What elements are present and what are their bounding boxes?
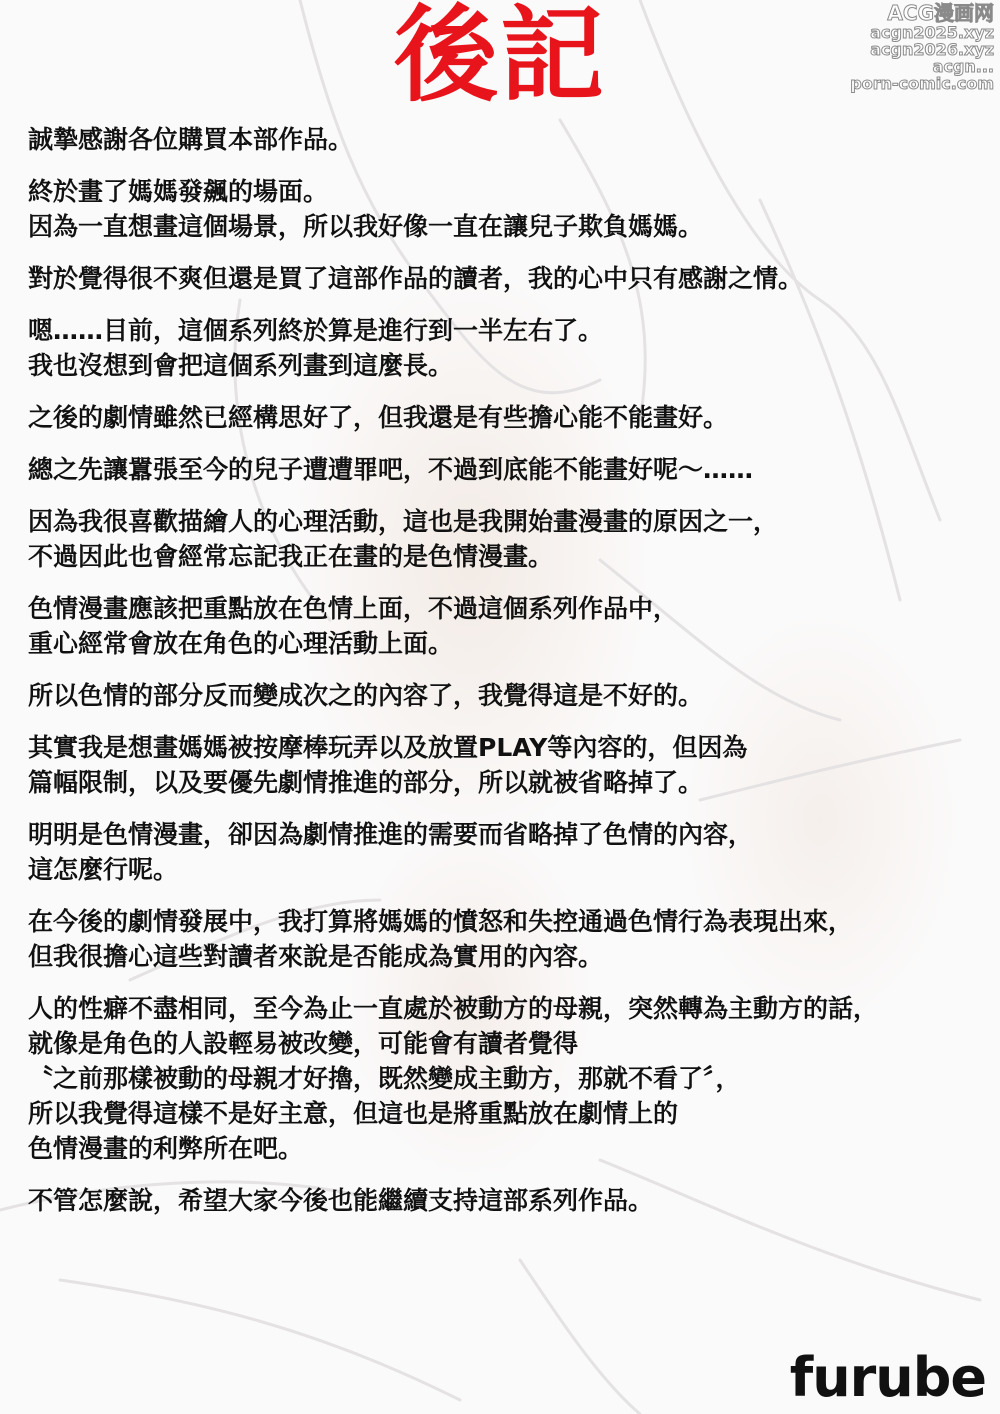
paragraph xyxy=(28,817,978,887)
text-line: 因為一直想畫這個場景，所以我好像一直在讓兒子欺負媽媽。 xyxy=(28,212,704,241)
paragraph xyxy=(28,904,978,974)
paragraph xyxy=(28,591,978,661)
paragraph xyxy=(28,400,978,435)
text-line: 在今後的劇情發展中，我打算將媽媽的憤怒和失控通過色情行為表現出來， xyxy=(28,907,854,936)
text-line: 誠摯感謝各位購買本部作品。 xyxy=(28,125,354,154)
watermark-brand: ACG漫画网 xyxy=(887,1,994,25)
text-line: 其實我是想畫媽媽被按摩棒玩弄以及放置PLAY等內容的，但因為 xyxy=(28,733,748,762)
page-title: 後記 xyxy=(393,0,606,116)
text-line: 不過因此也會經常忘記我正在畫的是色情漫畫。 xyxy=(28,542,554,571)
paragraph xyxy=(28,1183,978,1218)
text-line: 所以我覺得這樣不是好主意，但這也是將重點放在劇情上的 xyxy=(28,1099,679,1128)
paragraph xyxy=(28,504,978,574)
text-line: 我也沒想到會把這個系列畫到這麼長。 xyxy=(28,351,454,380)
paragraph xyxy=(28,452,978,487)
author-signature: furube xyxy=(789,1346,986,1409)
paragraph xyxy=(28,122,978,157)
site-watermark xyxy=(844,2,994,92)
text-line: 但我很擔心這些對讀者來說是否能成為實用的內容。 xyxy=(28,942,604,971)
text-line: 終於畫了媽媽發飆的場面。 xyxy=(28,177,329,206)
paragraph xyxy=(28,261,978,296)
text-line: 人的性癖不盡相同，至今為止一直處於被動方的母親，突然轉為主動方的話， xyxy=(28,994,879,1023)
text-line: 就像是角色的人設輕易被改變，可能會有讀者覺得 xyxy=(28,1029,579,1058)
text-line: 因為我很喜歡描繪人的心理活動，這也是我開始畫漫畫的原因之一， xyxy=(28,507,779,536)
text-line: 不管怎麼說，希望大家今後也能繼續支持這部系列作品。 xyxy=(28,1186,654,1215)
text-line: 嗯……目前，這個系列終於算是進行到一半左右了。 xyxy=(28,316,604,345)
text-line: 重心經常會放在角色的心理活動上面。 xyxy=(28,629,454,658)
text-line: 對於覺得很不爽但還是買了這部作品的讀者，我的心中只有感謝之情。 xyxy=(28,264,804,293)
watermark-line: acgn2025.xyz xyxy=(870,23,994,42)
text-line: 篇幅限制，以及要優先劇情推進的部分，所以就被省略掉了。 xyxy=(28,768,704,797)
paragraph xyxy=(28,678,978,713)
paragraph xyxy=(28,313,978,383)
text-line: 明明是色情漫畫，卻因為劇情推進的需要而省略掉了色情的內容， xyxy=(28,820,754,849)
text-line: 總之先讓囂張至今的兒子遭遭罪吧，不過到底能不能畫好呢〜…… xyxy=(28,455,754,484)
watermark-line: acgn2026.xyz xyxy=(870,40,994,59)
afterword-body xyxy=(28,122,978,1235)
watermark-line: acgn... xyxy=(932,57,994,76)
paragraph xyxy=(28,991,978,1166)
text-line: 這怎麼行呢。 xyxy=(28,855,179,884)
text-line: 〝之前那樣被動的母親才好擼，既然變成主動方，那就不看了〞， xyxy=(28,1064,741,1093)
text-line: 色情漫畫應該把重點放在色情上面，不過這個系列作品中， xyxy=(28,594,679,623)
watermark-line: porn-comic.com xyxy=(850,74,994,93)
paragraph xyxy=(28,730,978,800)
paragraph xyxy=(28,174,978,244)
text-line: 色情漫畫的利弊所在吧。 xyxy=(28,1134,304,1163)
text-line: 之後的劇情雖然已經構思好了，但我還是有些擔心能不能畫好。 xyxy=(28,403,729,432)
text-line: 所以色情的部分反而變成次之的內容了，我覺得這是不好的。 xyxy=(28,681,704,710)
